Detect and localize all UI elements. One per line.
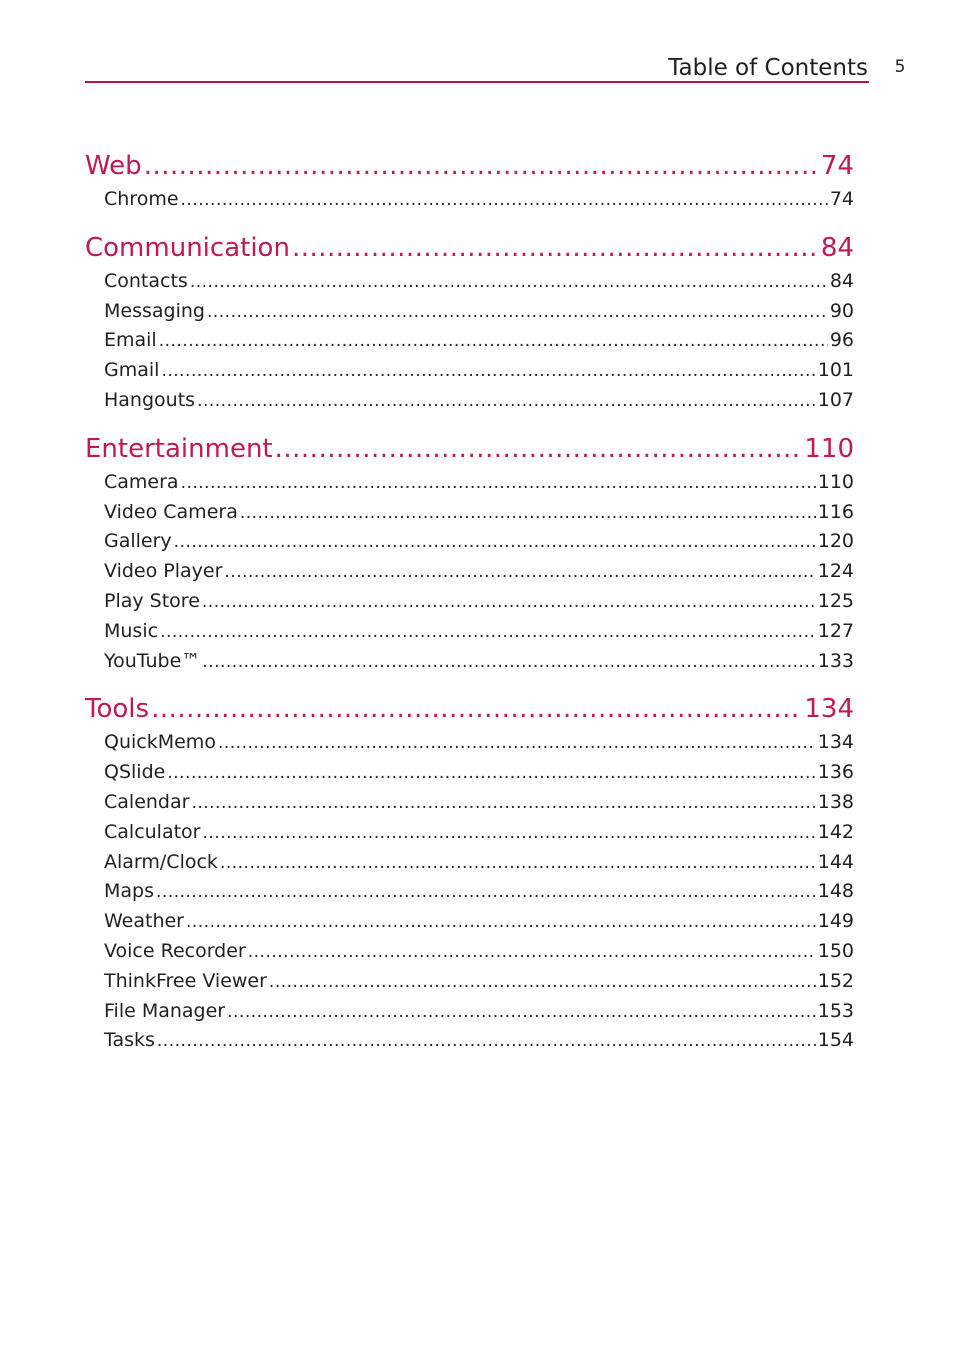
entry-title: Play Store: [104, 589, 200, 612]
toc-section: [85, 148, 854, 215]
running-header-title: Table of Contents: [668, 55, 868, 81]
header-rule: [85, 81, 869, 83]
toc-entry[interactable]: [85, 267, 854, 297]
toc-section-heading[interactable]: [85, 691, 854, 728]
page-number: 5: [894, 57, 906, 77]
toc-section: [85, 691, 854, 1056]
toc-entry[interactable]: [85, 617, 854, 647]
entry-title: Calculator: [104, 820, 201, 843]
dot-leader: [240, 499, 816, 528]
entry-page-number: 150: [817, 939, 854, 962]
entry-page-number: 134: [817, 731, 854, 754]
toc-section: [85, 230, 854, 416]
entry-title: Messaging: [104, 299, 205, 322]
dot-leader: [157, 1027, 816, 1056]
dot-leader: [181, 469, 816, 498]
dot-leader: [191, 789, 815, 818]
dot-leader: [159, 327, 828, 356]
dot-leader: [190, 268, 828, 297]
toc-entry[interactable]: [85, 848, 854, 878]
toc-section-heading[interactable]: [85, 148, 854, 185]
dot-leader: [160, 618, 816, 647]
toc-entry[interactable]: [85, 297, 854, 327]
toc-entry[interactable]: [85, 326, 854, 356]
table-of-contents: [85, 148, 854, 1071]
toc-entry[interactable]: [85, 967, 854, 997]
toc-entry[interactable]: [85, 647, 854, 677]
section-page-number: 74: [820, 151, 854, 181]
entry-page-number: 74: [829, 188, 854, 210]
dot-leader: [186, 908, 816, 937]
entry-title: Voice Recorder: [104, 939, 246, 962]
entry-title: Alarm/Clock: [104, 850, 218, 873]
toc-entry[interactable]: [85, 818, 854, 848]
toc-entry[interactable]: [85, 788, 854, 818]
section-title: Entertainment: [85, 433, 273, 464]
section-title: Tools: [85, 694, 150, 725]
section-page-number: 110: [804, 433, 854, 464]
entry-page-number: 154: [817, 1029, 854, 1052]
toc-entry[interactable]: [85, 498, 854, 528]
dot-leader: [227, 998, 816, 1027]
toc-entry[interactable]: [85, 758, 854, 788]
toc-entry[interactable]: [85, 997, 854, 1027]
entry-title: Video Camera: [104, 500, 238, 523]
entry-title: Camera: [104, 470, 179, 493]
entry-page-number: 138: [817, 790, 854, 813]
toc-entry[interactable]: [85, 468, 854, 498]
toc-entry[interactable]: [85, 907, 854, 937]
dot-leader: [144, 148, 819, 184]
toc-entry[interactable]: [85, 937, 854, 967]
toc-entry[interactable]: [85, 356, 854, 386]
toc-entry[interactable]: [85, 877, 854, 907]
dot-leader: [292, 230, 819, 266]
entry-page-number: 148: [817, 880, 854, 903]
toc-entry[interactable]: [85, 527, 854, 557]
entry-title: Weather: [104, 910, 184, 933]
entry-title: Hangouts: [104, 388, 196, 411]
entry-page-number: 133: [817, 649, 854, 672]
toc-entry[interactable]: [85, 587, 854, 617]
dot-leader: [202, 819, 815, 848]
entry-title: Contacts: [104, 269, 188, 292]
toc-entry[interactable]: [85, 386, 854, 416]
entry-page-number: 96: [829, 329, 854, 352]
section-page-number: 134: [804, 694, 854, 725]
dot-leader: [202, 648, 815, 677]
dot-leader: [161, 357, 815, 386]
dot-leader: [156, 878, 816, 907]
toc-section-heading[interactable]: [85, 230, 854, 267]
entry-page-number: 152: [817, 969, 854, 992]
entry-title: Maps: [104, 880, 154, 903]
entry-title: Email: [104, 329, 157, 352]
entry-page-number: 144: [817, 850, 854, 873]
entry-title: Gmail: [104, 359, 160, 382]
entry-title: Gallery: [104, 530, 172, 553]
entry-page-number: 125: [817, 589, 854, 612]
entry-page-number: 84: [829, 269, 854, 292]
dot-leader: [207, 298, 828, 327]
toc-entry[interactable]: [85, 1026, 854, 1056]
entry-title: Music: [104, 619, 159, 642]
dot-leader: [151, 691, 802, 727]
entry-page-number: 116: [817, 500, 854, 523]
dot-leader: [167, 759, 815, 788]
entry-title: Chrome: [104, 188, 179, 210]
entry-title: Video Player: [104, 560, 223, 583]
entry-page-number: 136: [817, 761, 854, 784]
dot-leader: [248, 938, 816, 967]
entry-page-number: 90: [829, 299, 854, 322]
dot-leader: [275, 431, 803, 467]
section-title: Web: [85, 151, 142, 181]
section-title: Communication: [85, 232, 290, 263]
entry-title: YouTube™: [104, 649, 201, 672]
dot-leader: [220, 849, 816, 878]
entry-page-number: 110: [817, 470, 854, 493]
toc-entry[interactable]: [85, 557, 854, 587]
entry-title: Calendar: [104, 790, 190, 813]
entry-page-number: 149: [817, 910, 854, 933]
entry-page-number: 127: [817, 619, 854, 642]
entry-page-number: 107: [817, 388, 854, 411]
entry-title: ThinkFree Viewer: [104, 969, 267, 992]
entry-page-number: 120: [817, 530, 854, 553]
dot-leader: [224, 558, 815, 587]
entry-title: Tasks: [104, 1029, 155, 1052]
toc-section-heading[interactable]: [85, 431, 854, 468]
dot-leader: [181, 186, 828, 215]
dot-leader: [202, 588, 816, 617]
entry-page-number: 101: [817, 359, 854, 382]
toc-section: [85, 431, 854, 677]
entry-page-number: 142: [817, 820, 854, 843]
entry-title: File Manager: [104, 999, 226, 1022]
entry-page-number: 124: [817, 560, 854, 583]
section-page-number: 84: [820, 232, 854, 263]
entry-page-number: 153: [817, 999, 854, 1022]
entry-title: QSlide: [104, 761, 166, 784]
dot-leader: [174, 528, 816, 557]
dot-leader: [218, 729, 816, 758]
dot-leader: [269, 968, 816, 997]
toc-entry[interactable]: [85, 185, 854, 215]
entry-title: QuickMemo: [104, 731, 216, 754]
dot-leader: [197, 387, 816, 416]
toc-entry[interactable]: [85, 728, 854, 758]
